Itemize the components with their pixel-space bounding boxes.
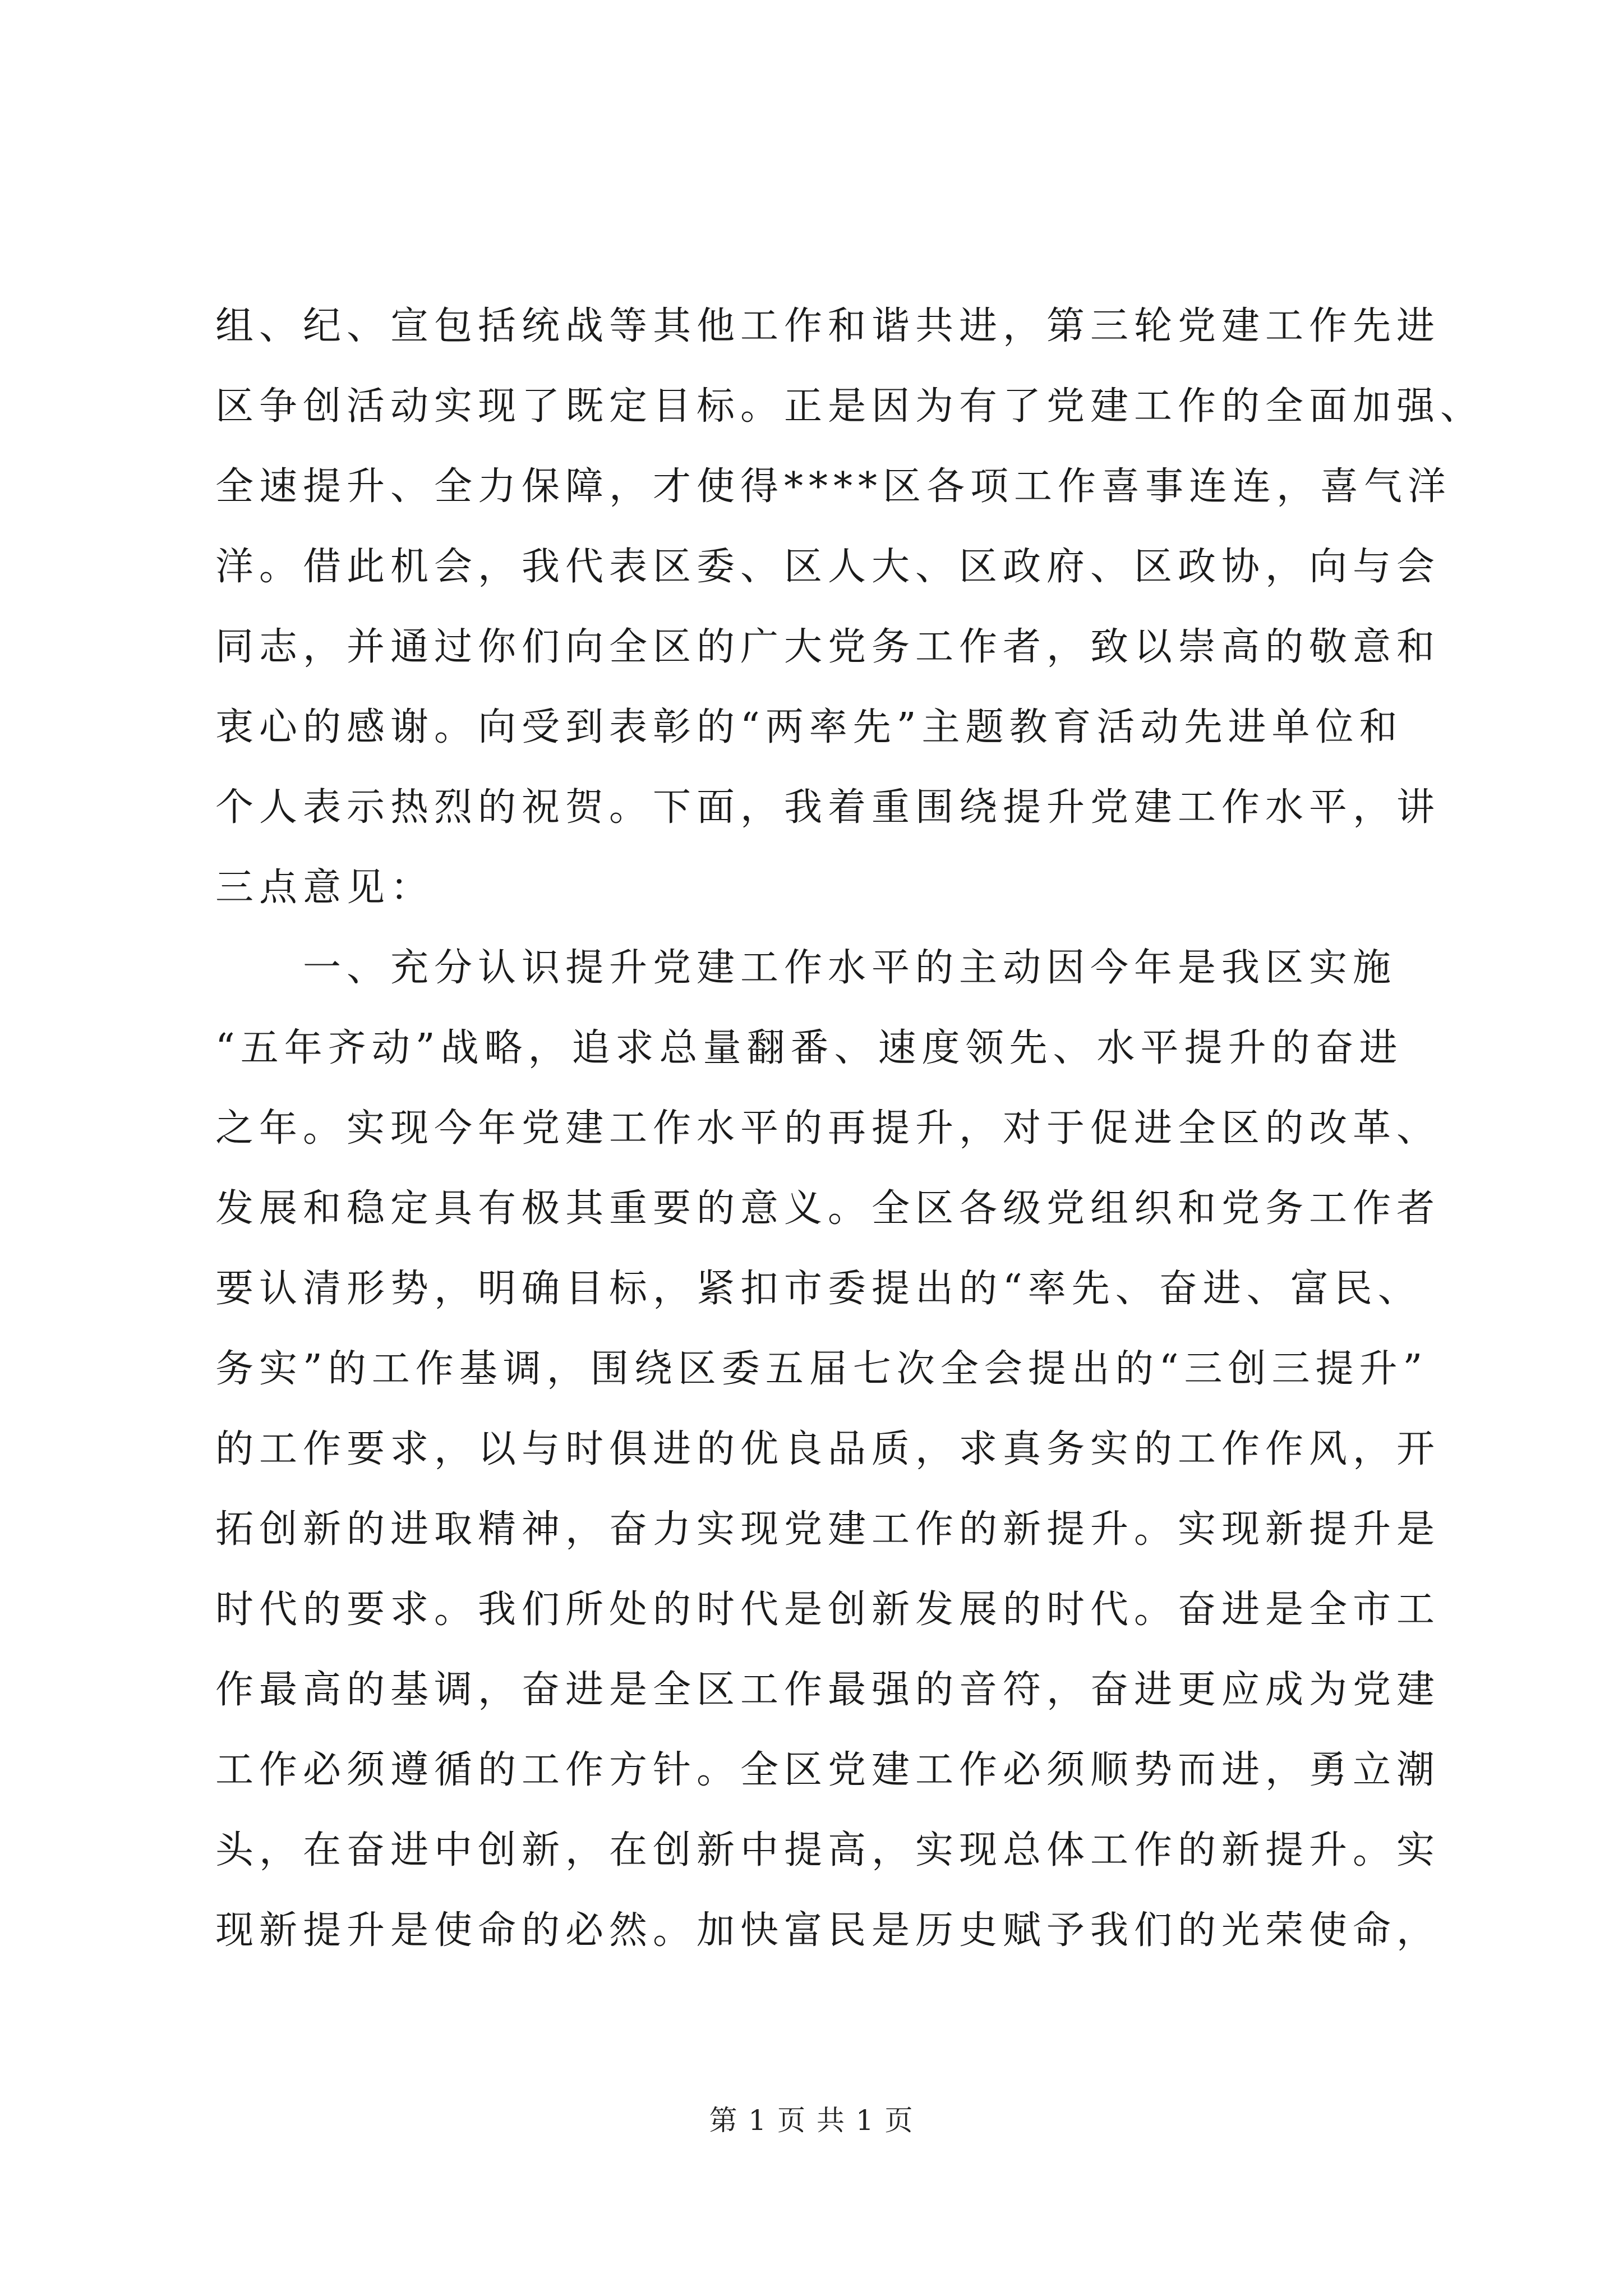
body-text-line: 的工作要求，以与时俱进的优良品质，求真务实的工作作风，开 — [215, 1427, 1441, 1471]
body-text-line: 务实”的工作基调，围绕区委五届七次全会提出的“三创三提升” — [215, 1347, 1428, 1391]
body-text-line: 区争创活动实现了既定目标。正是因为有了党建工作的全面加强、 — [215, 384, 1484, 429]
body-text-line: 工作必须遵循的工作方针。全区党建工作必须顺势而进，勇立潮 — [215, 1748, 1441, 1792]
body-text-line: 三点意见： — [215, 866, 435, 910]
body-text-line: 发展和稳定具有极其重要的意义。全区各级党组织和党务工作者 — [215, 1186, 1441, 1231]
body-text-line: 拓创新的进取精神，奋力实现党建工作的新提升。实现新提升是 — [215, 1507, 1441, 1552]
body-text-line: 洋。借此机会，我代表区委、区人大、区政府、区政协，向与会 — [215, 545, 1441, 589]
body-text-line: 时代的要求。我们所处的时代是创新发展的时代。奋进是全市工 — [215, 1588, 1441, 1632]
body-text-line: 作最高的基调，奋进是全区工作最强的音符，奋进更应成为党建 — [215, 1668, 1441, 1712]
section-heading-line: 一、充分认识提升党建工作水平的主动因今年是我区实施 — [215, 946, 1397, 990]
body-text-line: 个人表示热烈的祝贺。下面，我着重围绕提升党建工作水平，讲 — [215, 785, 1441, 830]
body-text-line: “五年齐动”战略，追求总量翻番、速度领先、水平提升的奋进 — [215, 1026, 1403, 1070]
body-text-line: 要认清形势，明确目标，紧扣市委提出的“率先、奋进、富民、 — [215, 1267, 1422, 1311]
body-text-line: 衷心的感谢。向受到表彰的“两率先”主题教育活动先进单位和 — [215, 705, 1403, 749]
body-text-line: 之年。实现今年党建工作水平的再提升，对于促进全区的改革、 — [215, 1106, 1441, 1151]
body-text-line: 全速提升、全力保障，才使得****区各项工作喜事连连，喜气洋 — [215, 464, 1452, 509]
body-text-line: 现新提升是使命的必然。加快富民是历史赋予我们的光荣使命， — [215, 1908, 1441, 1953]
page-footer: 第 1 页 共 1 页 — [709, 2104, 914, 2137]
body-text-line: 同志，并通过你们向全区的广大党务工作者，致以崇高的敬意和 — [215, 625, 1441, 669]
body-text-line: 头，在奋进中创新，在创新中提高，实现总体工作的新提升。实 — [215, 1828, 1441, 1872]
body-text-line: 组、纪、宣包括统战等其他工作和谐共进，第三轮党建工作先进 — [215, 304, 1441, 348]
